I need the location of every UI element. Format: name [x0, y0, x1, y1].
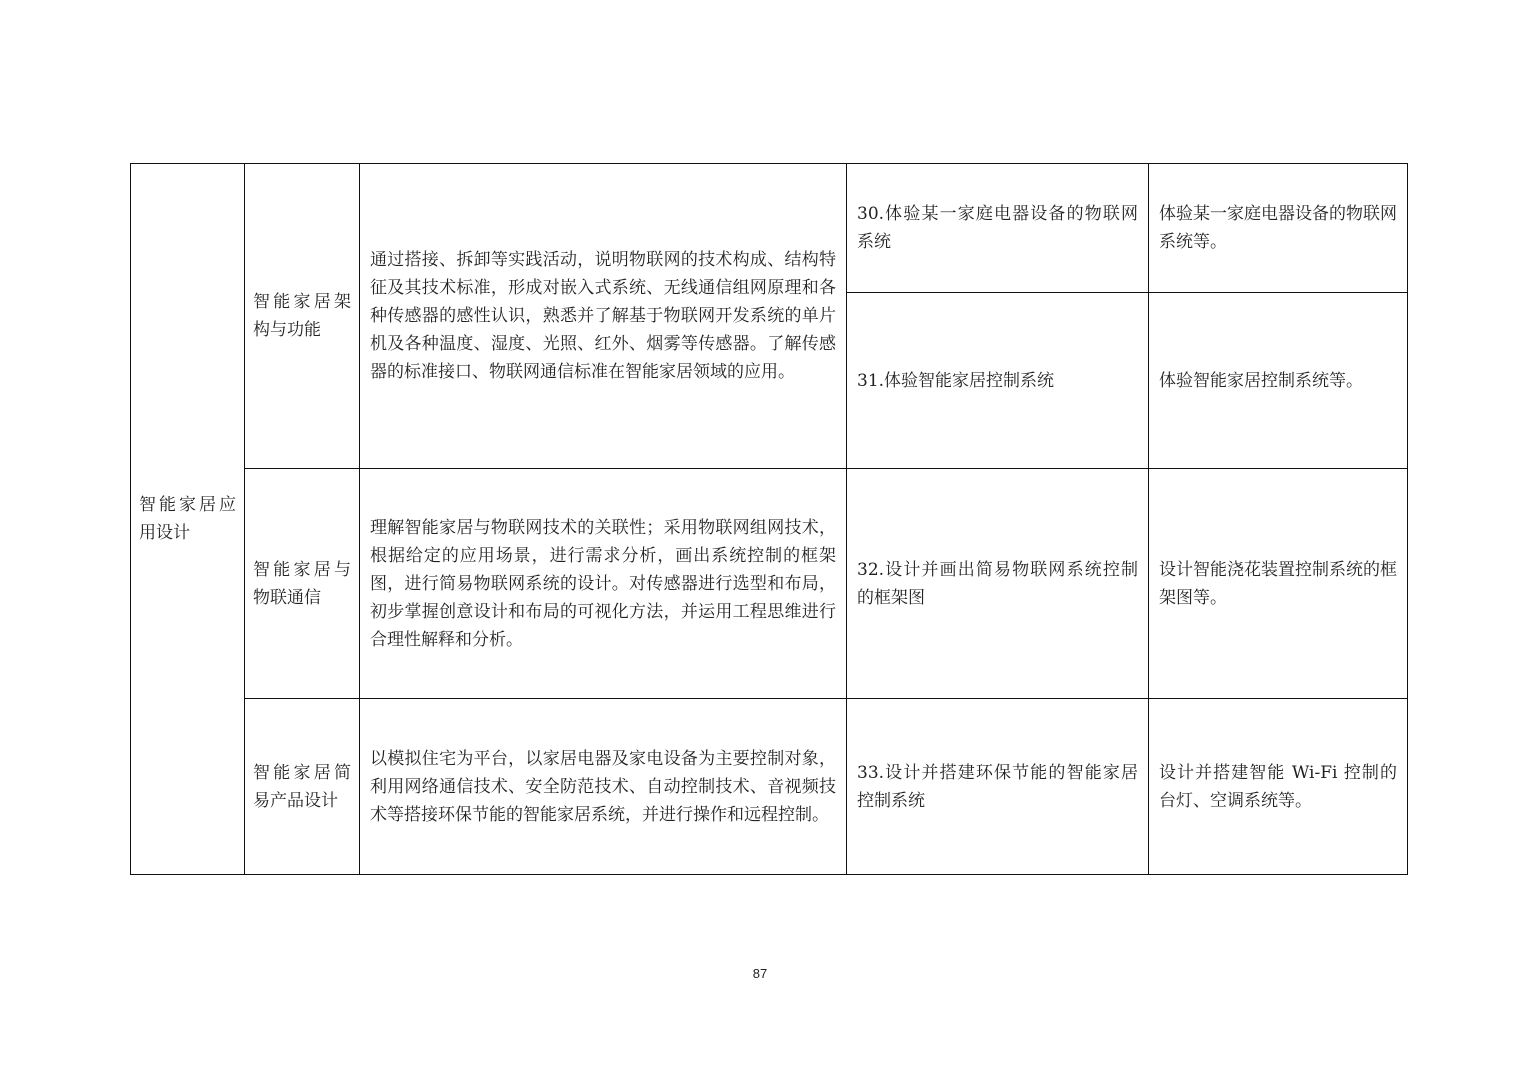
- activity-cell: 32.设计并画出简易物联网系统控制的框架图: [847, 469, 1149, 699]
- curriculum-table: [130, 163, 1408, 875]
- domain-cell: 智能家居应用设计: [131, 164, 245, 875]
- example-cell: 设计并搭建智能 Wi-Fi 控制的台灯、空调系统等。: [1149, 699, 1408, 875]
- activity-cell: 30.体验某一家庭电器设备的物联网系统: [847, 164, 1149, 293]
- example-cell: 体验某一家庭电器设备的物联网系统等。: [1149, 164, 1408, 293]
- content-cell: 理解智能家居与物联网技术的关联性；采用物联网组网技术，根据给定的应用场景，进行需求分析，画出系统控制的框架图，进行简易物联网系统的设计。对传感器进行选型和布局，初步掌握创意设计和布局的可视化方法，并运用工程思维进行合理性解释和分析。: [360, 469, 847, 699]
- example-cell: 设计智能浇花装置控制系统的框架图等。: [1149, 469, 1408, 699]
- topic-cell: 智能家居架构与功能: [245, 164, 360, 469]
- table-row: [131, 164, 1408, 293]
- example-cell: 体验智能家居控制系统等。: [1149, 293, 1408, 469]
- topic-cell: 智能家居与物联通信: [245, 469, 360, 699]
- content-cell: 以模拟住宅为平台，以家居电器及家电设备为主要控制对象，利用网络通信技术、安全防范技术、自动控制技术、音视频技术等搭接环保节能的智能家居系统，并进行操作和远程控制。: [360, 699, 847, 875]
- page-number: 87: [752, 966, 768, 981]
- topic-cell: 智能家居简易产品设计: [245, 699, 360, 875]
- content-cell: 通过搭接、拆卸等实践活动，说明物联网的技术构成、结构特征及其技术标准，形成对嵌入式系统、无线通信组网原理和各种传感器的感性认识，熟悉并了解基于物联网开发系统的单片机及各种温度、湿度、光照、红外、烟雾等传感器。了解传感器的标准接口、物联网通信标准在智能家居领域的应用。: [360, 164, 847, 469]
- activity-cell: 33.设计并搭建环保节能的智能家居控制系统: [847, 699, 1149, 875]
- table-row: [131, 699, 1408, 875]
- table-row: [131, 469, 1408, 699]
- activity-cell: 31.体验智能家居控制系统: [847, 293, 1149, 469]
